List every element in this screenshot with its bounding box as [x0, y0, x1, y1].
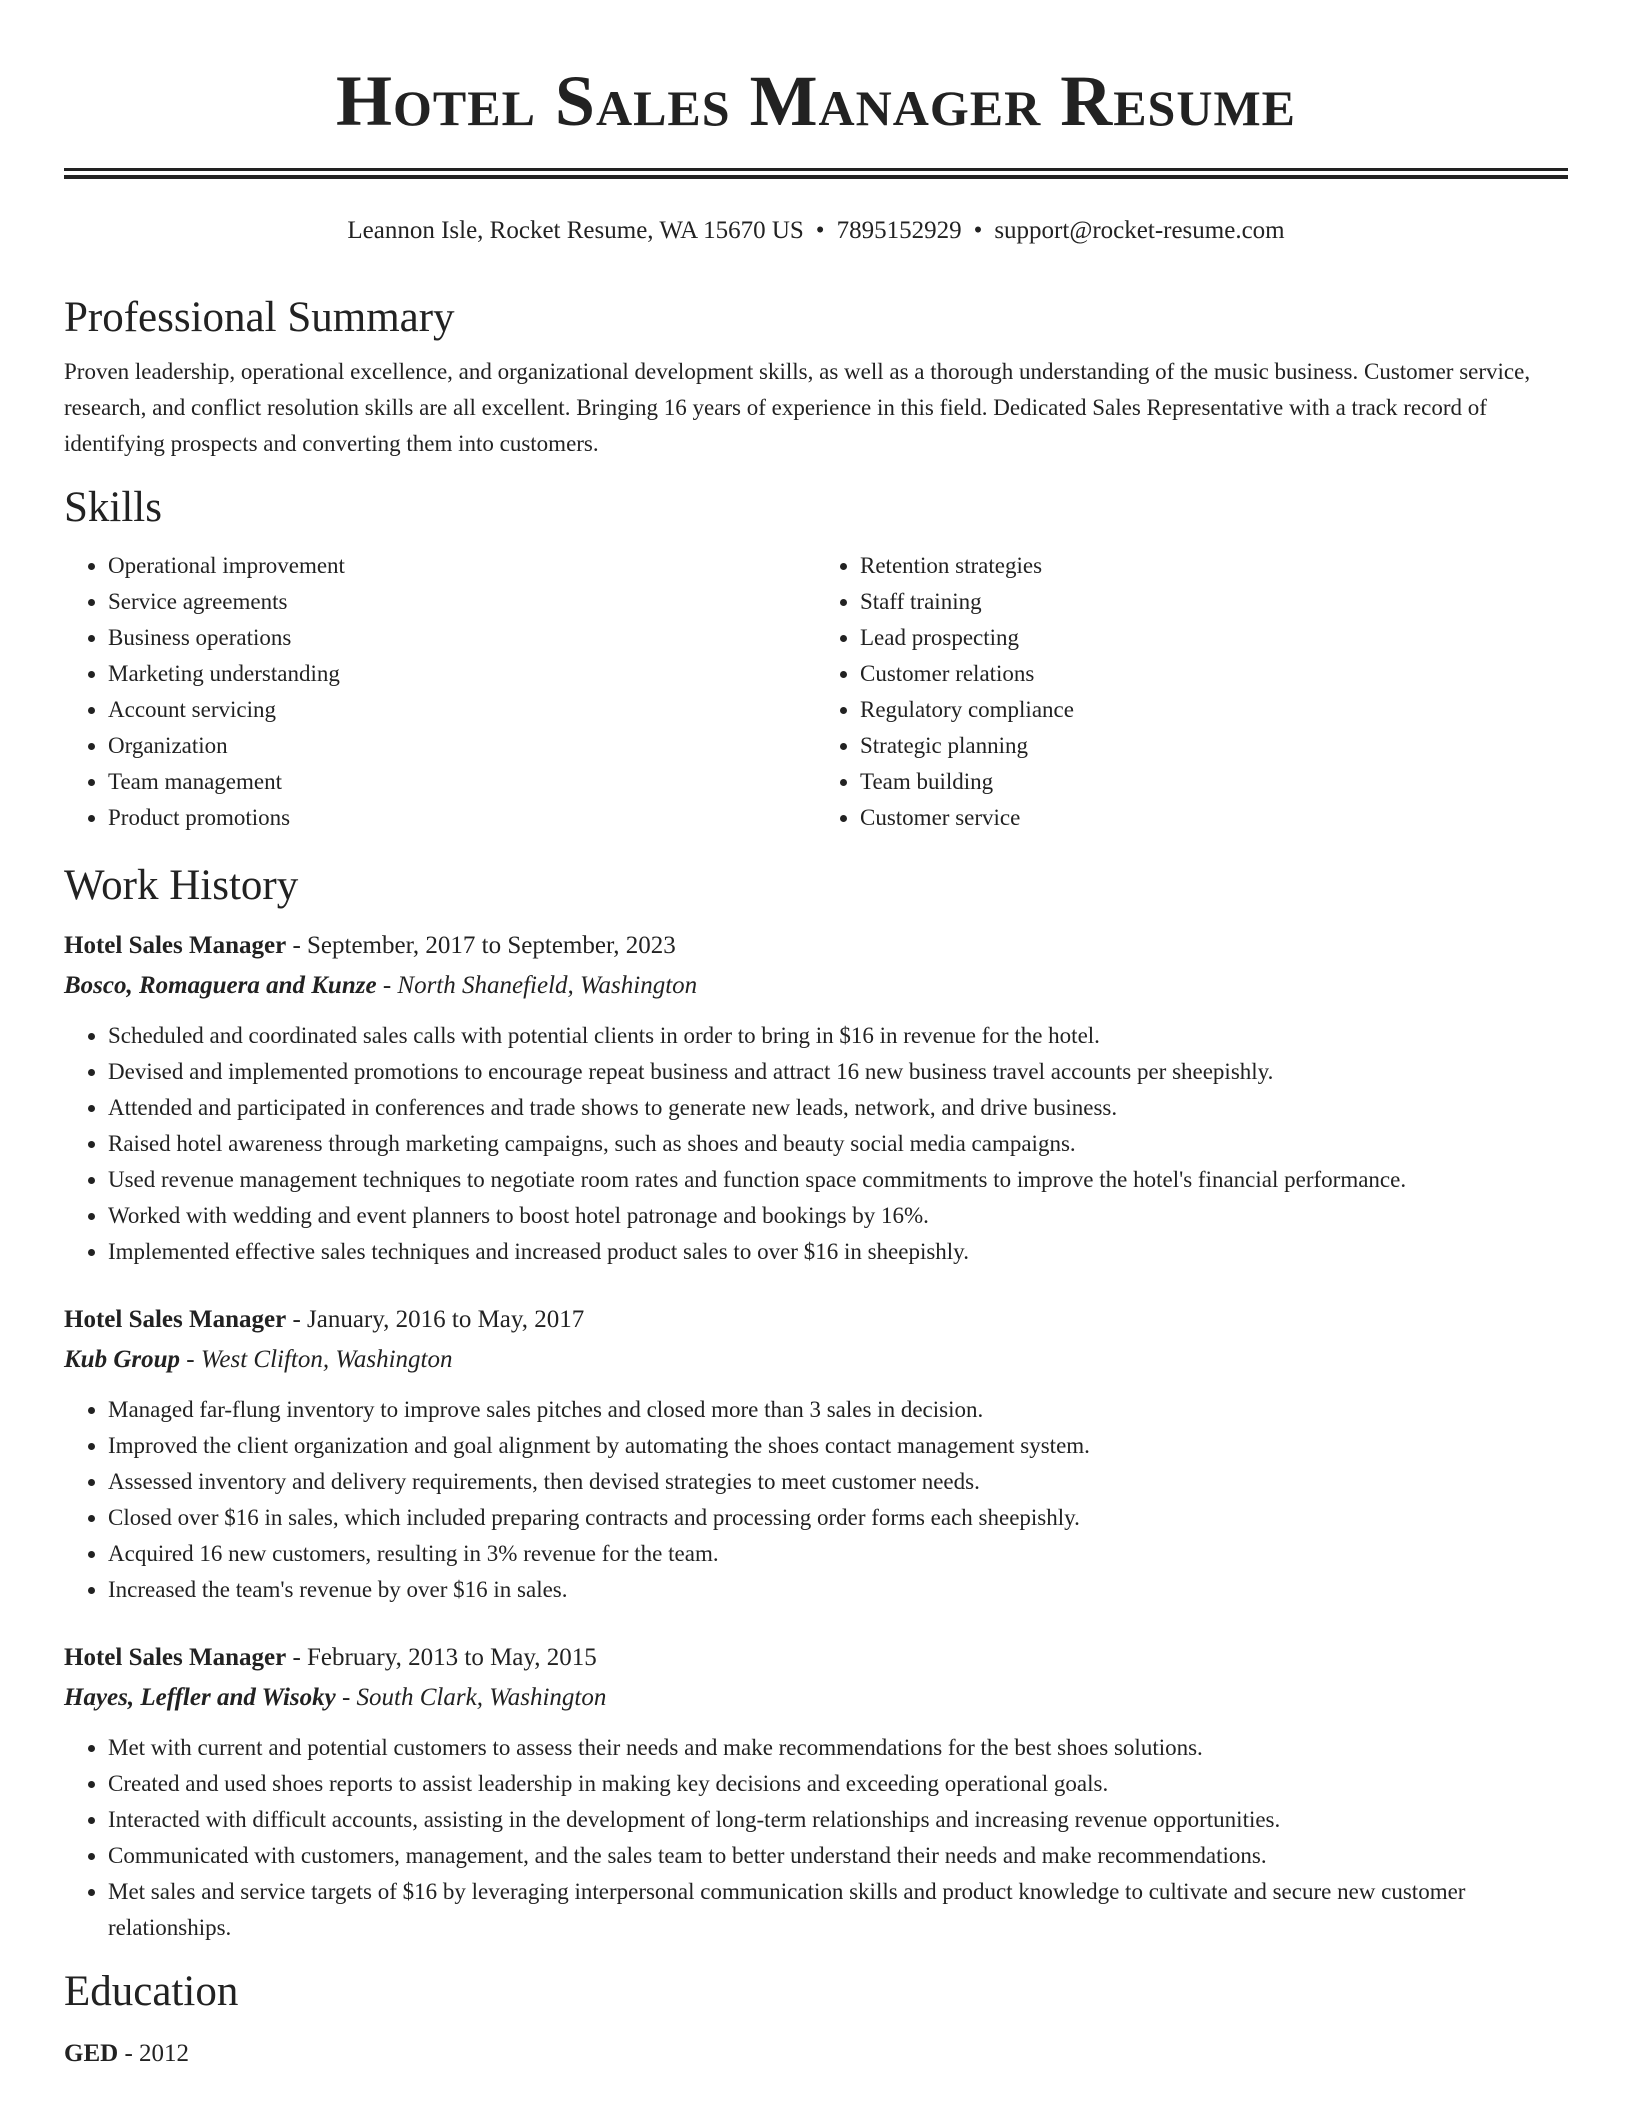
job-company: Hayes, Leffler and Wisoky — [64, 1684, 336, 1711]
job-bullet: • Used revenue management techniques to negotiate room rates and function space commitments to improve the hotel's financial performance. — [108, 1162, 1568, 1198]
summary-text: Proven leadership, operational excellence, and organizational development skills, as well as a thorough understanding of the music business. Customer service, research, and conflict resolution skills are all excellent. Bringing 16 years of experience in this field. Dedicated Sales Representative with a track record of identifying prospects and converting them into customers. — [64, 359, 1531, 456]
job-bullet: • Improved the client organization and goal alignment by automating the shoes contact management system. — [108, 1428, 1568, 1464]
job-bullet: • Communicated with customers, management, and the sales team to better understand their needs and make recommendations. — [108, 1838, 1568, 1874]
skill-item: • Team management — [108, 764, 816, 800]
job-location: - South Clark, Washington — [335, 1684, 607, 1711]
skill-item: • Account servicing — [108, 692, 816, 728]
summary-heading: Professional Summary — [64, 294, 455, 341]
job-bullets — [64, 1730, 1568, 1946]
contact-phone: 7895152929 — [836, 217, 962, 244]
job-bullet: • Created and used shoes reports to assist leadership in making key decisions and exceeding operational goals. — [108, 1766, 1568, 1802]
job-company-line — [64, 1340, 1568, 1380]
job-bullet: • Met with current and potential customers to assess their needs and make recommendations for the best shoes solutions. — [108, 1730, 1568, 1766]
job-entry — [64, 1638, 1568, 1946]
job-company: Bosco, Romaguera and Kunze — [64, 972, 377, 999]
skill-item: • Operational improvement — [108, 548, 816, 584]
job-title: Hotel Sales Manager — [64, 1306, 287, 1333]
education-degree: GED — [64, 2040, 119, 2067]
skill-item: • Marketing understanding — [108, 656, 816, 692]
contact-email: support@rocket-resume.com — [994, 217, 1285, 244]
job-company-line — [64, 966, 1568, 1006]
skill-item: • Staff training — [860, 584, 1568, 620]
skill-item: • Business operations — [108, 620, 816, 656]
job-bullet: • Closed over $16 in sales, which included preparing contracts and processing order forms each sheepishly. — [108, 1500, 1568, 1536]
skills-columns — [64, 548, 1568, 836]
job-bullet: • Implemented effective sales techniques and increased product sales to over $16 in sheepishly. — [108, 1234, 1568, 1270]
title-divider-thin — [64, 168, 1568, 171]
skill-item: • Product promotions — [108, 800, 816, 836]
contact-line — [0, 214, 1632, 248]
job-title-line — [64, 1300, 1568, 1340]
job-dates: - January, 2016 to May, 2017 — [286, 1306, 585, 1333]
job-bullets — [64, 1018, 1568, 1270]
job-company-line — [64, 1678, 1568, 1718]
job-bullet: • Increased the team's revenue by over $16 in sales. — [108, 1572, 1568, 1608]
skill-item: • Customer service — [860, 800, 1568, 836]
contact-separator: • — [815, 217, 825, 244]
skill-item: • Strategic planning — [860, 728, 1568, 764]
job-title: Hotel Sales Manager — [64, 1644, 287, 1671]
job-dates: - September, 2017 to September, 2023 — [286, 932, 676, 959]
education-heading: Education — [64, 1968, 239, 2015]
education-year: - 2012 — [118, 2040, 190, 2067]
skills-list-left — [64, 548, 816, 836]
title-divider-thick — [64, 175, 1568, 179]
skill-item: • Regulatory compliance — [860, 692, 1568, 728]
contact-separator: • — [973, 217, 983, 244]
job-bullet: • Interacted with difficult accounts, assisting in the development of long-term relationships and increasing revenue opportunities. — [108, 1802, 1568, 1838]
resume-content — [64, 290, 1568, 2074]
job-bullet: • Devised and implemented promotions to encourage repeat business and attract 16 new business travel accounts per sheepishly. — [108, 1054, 1568, 1090]
job-bullet: • Acquired 16 new customers, resulting in 3% revenue for the team. — [108, 1536, 1568, 1572]
education-entry — [64, 2034, 1568, 2074]
skill-item: • Customer relations — [860, 656, 1568, 692]
job-bullets — [64, 1392, 1568, 1608]
resume-title: Hotel Sales Manager Resume — [335, 61, 1297, 141]
job-company: Kub Group — [64, 1346, 181, 1373]
job-title-line — [64, 1638, 1568, 1678]
job-location: - West Clifton, Washington — [180, 1346, 453, 1373]
contact-address: Leannon Isle, Rocket Resume, WA 15670 US — [347, 217, 804, 244]
skill-item: • Organization — [108, 728, 816, 764]
job-location: - North Shanefield, Washington — [376, 972, 698, 999]
job-bullet: • Attended and participated in conferences and trade shows to generate new leads, network, and drive business. — [108, 1090, 1568, 1126]
job-title-line — [64, 926, 1568, 966]
job-bullet: • Worked with wedding and event planners to boost hotel patronage and bookings by 16%. — [108, 1198, 1568, 1234]
job-dates: - February, 2013 to May, 2015 — [286, 1644, 597, 1671]
job-bullet: • Met sales and service targets of $16 by leveraging interpersonal communication skills and product knowledge to cultivate and secure new customer relationships. — [108, 1874, 1568, 1946]
skills-list-right — [816, 548, 1568, 836]
job-entry — [64, 1300, 1568, 1608]
job-bullet: • Scheduled and coordinated sales calls with potential clients in order to bring in $16 in revenue for the hotel. — [108, 1018, 1568, 1054]
job-bullet: • Assessed inventory and delivery requirements, then devised strategies to meet customer needs. — [108, 1464, 1568, 1500]
skill-item: • Team building — [860, 764, 1568, 800]
job-bullet: • Raised hotel awareness through marketing campaigns, such as shoes and beauty social media campaigns. — [108, 1126, 1568, 1162]
skill-item: • Retention strategies — [860, 548, 1568, 584]
job-entry — [64, 926, 1568, 1270]
skill-item: • Lead prospecting — [860, 620, 1568, 656]
job-bullet: • Managed far-flung inventory to improve sales pitches and closed more than 3 sales in decision. — [108, 1392, 1568, 1428]
work-history-heading: Work History — [64, 862, 299, 909]
job-title: Hotel Sales Manager — [64, 932, 287, 959]
skill-item: • Service agreements — [108, 584, 816, 620]
skills-heading: Skills — [64, 484, 162, 531]
